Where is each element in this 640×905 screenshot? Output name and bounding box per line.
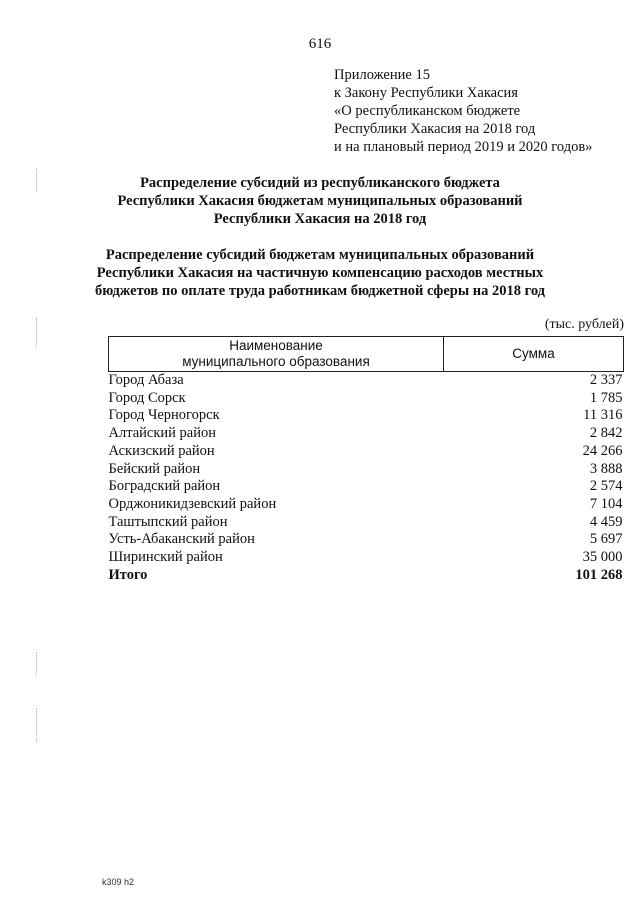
subsidy-table (108, 336, 624, 584)
sub-heading (0, 246, 640, 300)
row-name: Аскизский район (108, 442, 215, 459)
row-name: Боградский район (108, 478, 221, 495)
table-row (109, 372, 624, 390)
row-value: 3 888 (589, 460, 623, 477)
row-value: 24 266 (582, 442, 623, 459)
total-label: Итого (108, 566, 148, 583)
appendix-line: Республики Хакасия на 2018 год (334, 121, 536, 137)
scan-margin-mark (36, 318, 39, 348)
table-row (109, 461, 624, 479)
total-row (109, 567, 624, 585)
total-value: 101 268 (575, 566, 623, 583)
row-value: 7 104 (589, 495, 623, 512)
row-name: Алтайский район (108, 425, 216, 442)
appendix-line: Приложение 15 (334, 67, 430, 83)
footer-code: k309 h2 (102, 877, 135, 887)
scan-margin-mark (36, 708, 39, 742)
row-value: 4 459 (589, 513, 623, 530)
appendix-line: к Закону Республики Хакасия (334, 85, 518, 101)
table-header-row (109, 337, 624, 372)
table-row (109, 407, 624, 425)
row-name: Орджоникидзевский район (108, 495, 277, 512)
row-value: 1 785 (589, 389, 623, 406)
table-row (109, 549, 624, 567)
row-name: Город Черногорск (108, 407, 220, 424)
scan-margin-mark (36, 652, 39, 676)
sub-heading-line: бюджетов по оплате труда работникам бюджетной сферы на 2018 год (94, 283, 546, 299)
row-value: 11 316 (583, 407, 623, 424)
table-row (109, 390, 624, 408)
row-name: Таштыпский район (108, 513, 228, 530)
table-row (109, 514, 624, 532)
row-name: Город Абаза (108, 372, 184, 388)
appendix-line: и на плановый период 2019 и 2020 годов» (334, 139, 593, 155)
row-name: Бейский район (108, 460, 201, 477)
sub-heading-line: Республики Хакасия на частичную компенсацию расходов местных (96, 265, 544, 281)
header-name-line1: Наименование (229, 338, 323, 353)
row-name: Усть-Абаканский район (108, 531, 255, 548)
sub-heading-line: Распределение субсидий бюджетам муниципальных образований (105, 247, 535, 263)
row-value: 35 000 (582, 549, 623, 566)
page-number: 616 (308, 36, 332, 52)
row-name: Ширинский район (108, 549, 223, 566)
row-value: 2 337 (589, 372, 623, 388)
row-value: 2 842 (589, 425, 623, 442)
row-name: Город Сорск (108, 389, 186, 406)
appendix-line: «О республиканском бюджете (334, 103, 521, 119)
units-label: (тыс. рублей) (544, 317, 624, 332)
scan-margin-mark (36, 168, 39, 192)
main-heading-line: Распределение субсидий из республиканского бюджета (140, 175, 500, 191)
row-value: 2 574 (589, 478, 623, 495)
table-row (109, 478, 624, 496)
header-sum-cell: Сумма (444, 337, 624, 372)
table-row (109, 443, 624, 461)
row-value: 5 697 (589, 531, 623, 548)
header-name-cell (109, 337, 444, 372)
table-row (109, 425, 624, 443)
table-row (109, 496, 624, 514)
appendix-note (334, 66, 592, 156)
header-name-line2: муниципального образования (182, 354, 370, 369)
main-heading-line: Республики Хакасия бюджетам муниципальных образований (117, 193, 523, 209)
main-heading (0, 174, 640, 228)
table-row (109, 531, 624, 549)
main-heading-line: Республики Хакасия на 2018 год (213, 211, 427, 227)
